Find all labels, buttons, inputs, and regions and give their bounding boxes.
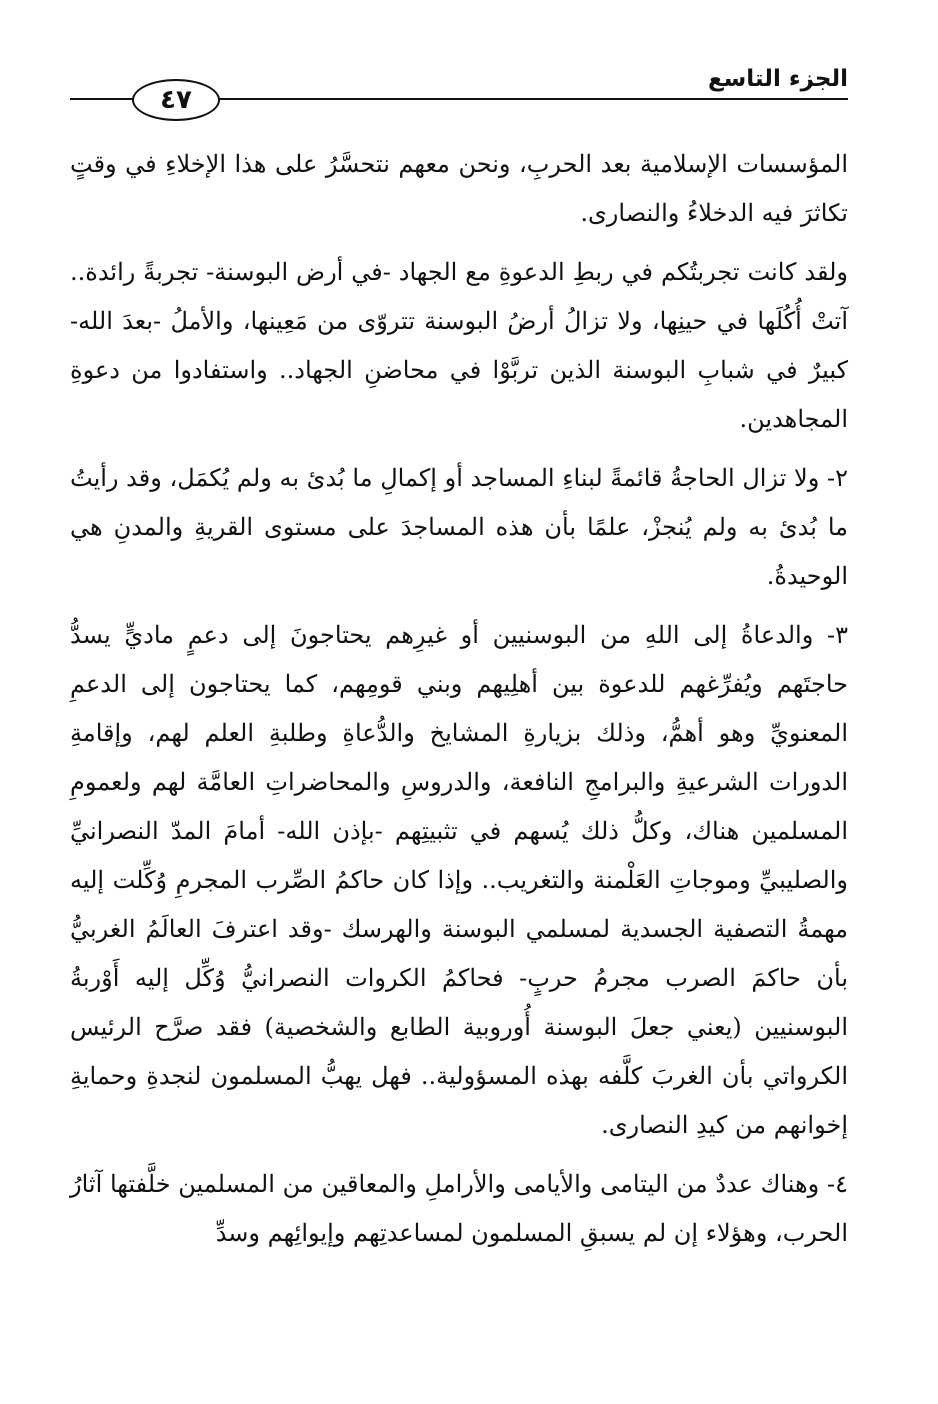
paragraph-bosnia-experience: ولقد كانت تجربتُكم في ربطِ الدعوةِ مع الجهاد -في أرض البوسنة- تجربةً رائدة.. آتتْ أُكُلَها في حينِها، ولا تزالُ أرضُ البوسنة تتروّى من مَعِينها، والأملُ -بعدَ الله- كبيرٌ في شبابِ البوسنة الذين تربَّوْا في محاضنِ الجهاد.. واستفادوا من دعوةِ المجاهدين.: [70, 258, 848, 433]
running-title: الجزء التاسع: [707, 66, 848, 92]
paragraph-continuation: المؤسسات الإسلامية بعد الحربِ، ونحن معهم نتحسَّرُ على هذا الإخلاءِ في وقتٍ تكاثرَ فيه الدخلاءُ والنصارى.: [70, 150, 848, 227]
paragraph-point-3-preachers: ٣- والدعاةُ إلى اللهِ من البوسنيين أو غيرِهم يحتاجونَ إلى دعمٍ ماديٍّ يسدُّ حاجتَهم ويُفرِّغهم للدعوة بين أهلِيهم وبني قومِهم، كما يحتاجون إلى الدعمِ المعنويِّ وهو أهمُّ، وذلك بزيارةِ المشايخ والدُّعاةِ وطلبةِ العلم لهم، وإقامةِ الدورات الشرعيةِ والبرامجِ النافعة، والدروسِ والمحاضراتِ العامَّة لهم ولعمومِ المسلمين هناك، وكلُّ ذلك يُسهم في تثبيتِهم -بإذن الله- أمامَ المدّ النصرانيِّ والصليبيِّ وموجاتِ العَلْمنة والتغريب.. وإذا كان حاكمُ الصِّرب المجرمِ وُكِّلت إليه مهمةُ التصفية الجسدية لمسلمي البوسنة والهرسك -وقد اعترفَ العالَمُ الغربيُّ بأن حاكمَ الصرب مجرمُ حربٍ- فحاكمُ الكروات النصرانيُّ وُكِّل إليه أَوْربةُ البوسنيين (يعني جعلَ البوسنة أُوروبية الطابع والشخصية) فقد صرَّح الرئيس الكرواتي بأن الغربَ كلَّفه بهذه المسؤولية.. فهل يهبُّ المسلمون لنجدةِ وحمايةِ إخوانهم من كيدِ النصارى.: [70, 621, 848, 1139]
paragraph-point-2-mosques: ٢- ولا تزال الحاجةُ قائمةً لبناءِ المساجد أو إكمالِ ما بُدئ به ولم يُكمَل، وقد رأيتُ ما بُدئ به ولم يُنجزْ، علمًا بأن هذه المساجدَ على مستوى القريةِ والمدنِ هي الوحيدةُ.: [70, 464, 848, 590]
paragraph-point-4-orphans: ٤- وهناك عددٌ من اليتامى والأيامى والأراملِ والمعاقين من المسلمين خلَّفتها آثارُ الحرب، وهؤلاء إن لم يسبقِ المسلمون لمساعدتِهم وإيوائِهم وسدِّ: [70, 1170, 848, 1247]
body-text: [70, 140, 848, 1268]
page-number: ٤٧: [160, 85, 192, 115]
page-header: [70, 58, 848, 128]
page-number-badge: [132, 79, 220, 121]
